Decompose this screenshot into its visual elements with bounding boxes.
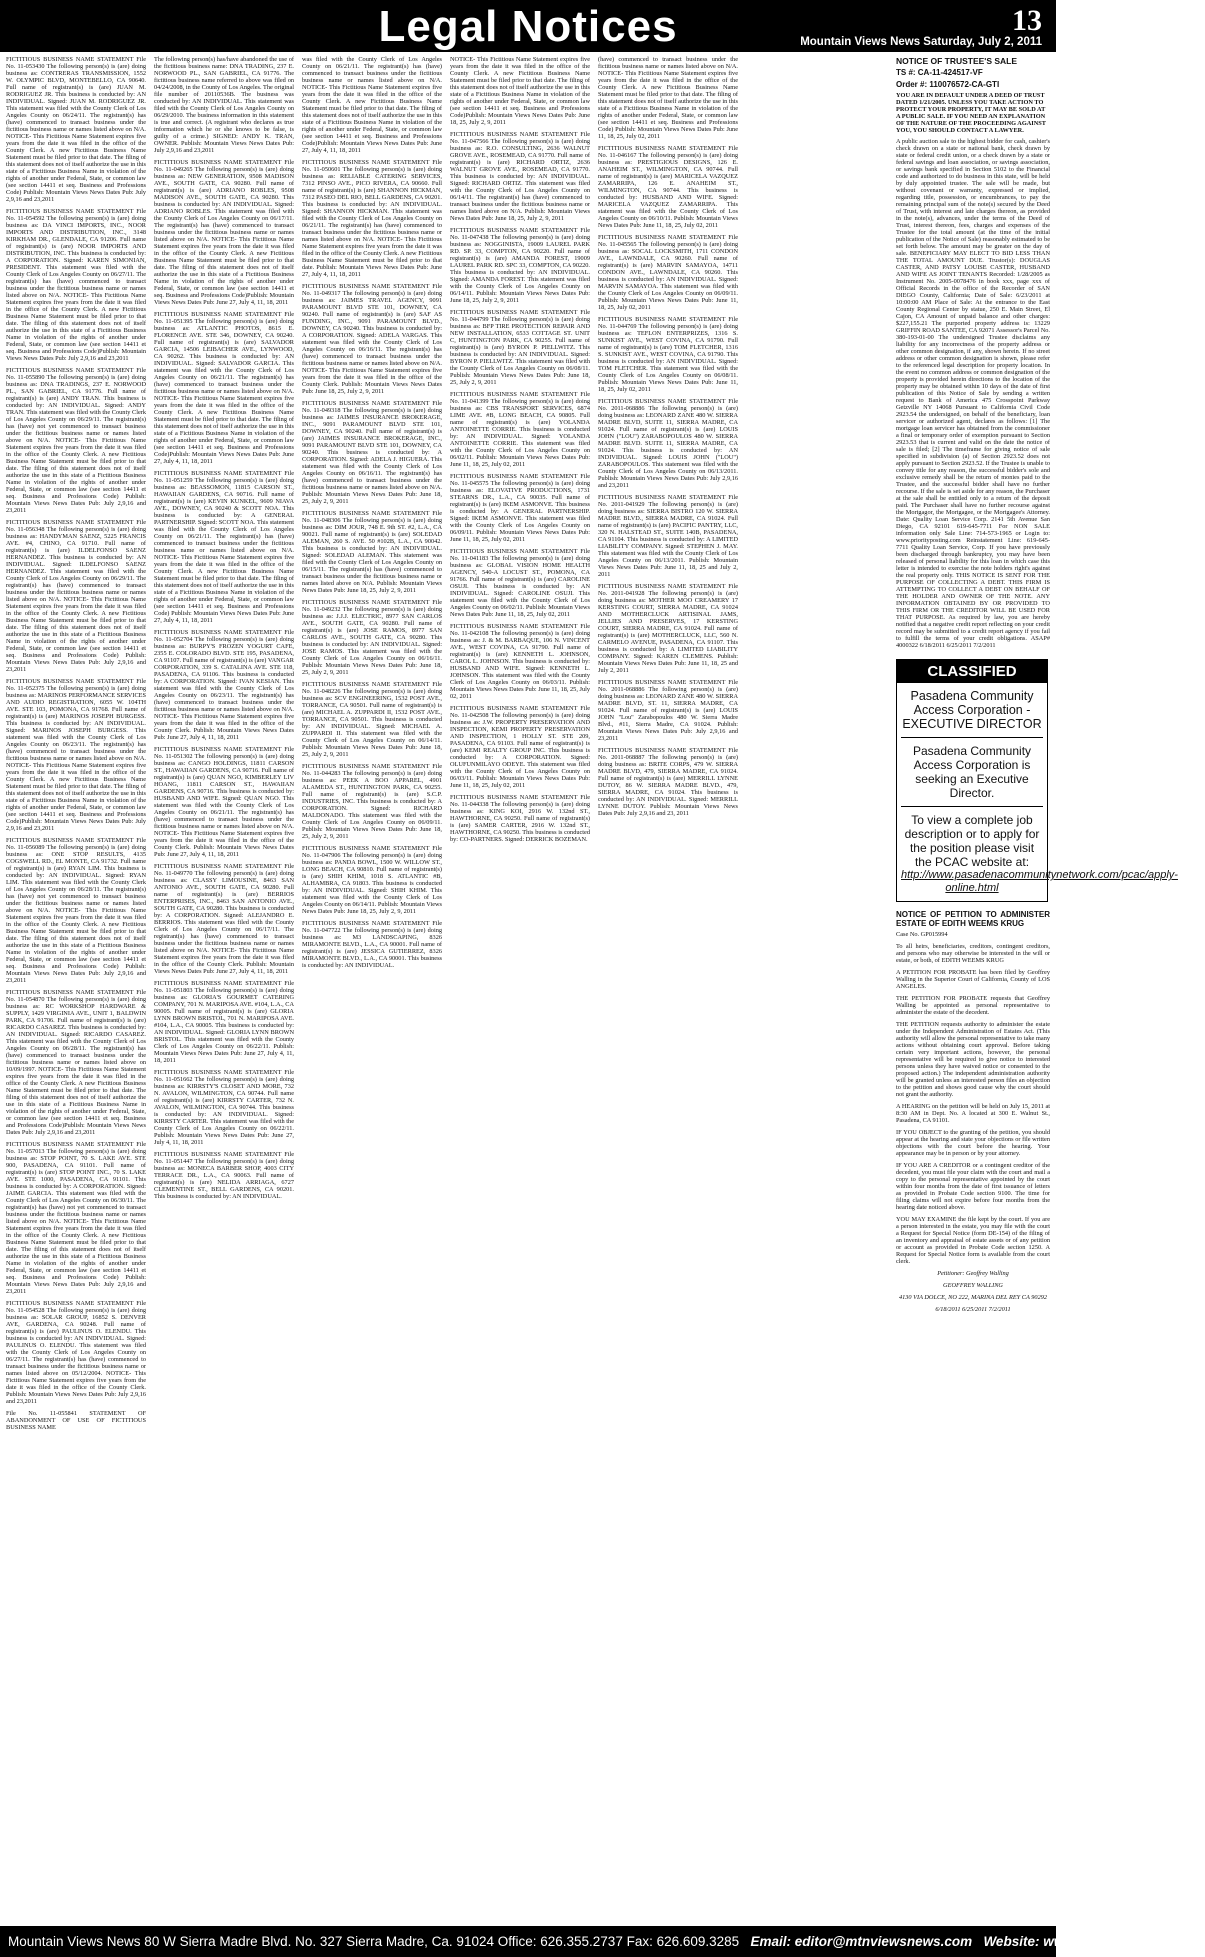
footer-text — [8, 1934, 1205, 1949]
legal-notice: FICTITIOUS BUSINESS NAME STATEMENT File No. 11-047566 The following person(s) is (are) doing business as: R.O. CONSULTING, 2636 WALNUT GROVE AVE., ROSEMEAD, CA 91770. Full name of registrant(s) is (are) RICHARD ORTIZ, 2636 WALNUT GROVE AVE., ROSEMEAD, CA 91770. This business is conducted by: AN INDIVIDUAL. Signed: RICHARD ORTIZ. This statement was filed with the County Clerk of Los Angeles County on 06/14/11. The registrant(s) has (have) commenced to transact business under the fictitious business name or names listed above on N/A. Publish: Mountain Views News Dates Pub: June 18, 25, July 2, 9, 2011 — [450, 131, 590, 222]
petition-dates: 6/18/2011 6/25/2011 7/2/2011 — [935, 1306, 1011, 1313]
column-1 — [6, 56, 146, 1926]
trustee-order-number: Order #: 110076572-CA-GTI — [896, 80, 1000, 89]
legal-notice: File No. 11-055841 STATEMENT OF ABANDONMENT OF USE OF FICTITIOUS BUSINESS NAME — [6, 1410, 146, 1431]
legal-notice: FICTITIOUS BUSINESS NAME STATEMENT File No. 11-052375 The following person(s) is (are) doing business as: MARINOS PERFORMANCE SERVICES AND AUDIO REGISTRATION, 6055 W. 104TH AVE. STE 103, POMONA, CA 91768. Full name of registrant(s) is (are) MARINOS JOSEPH BURGESS. This business is conducted by: AN INDIVIDUAL. Signed: MARINOS JOSEPH BURGESS. This statement was filed with the County Clerk of Los Angeles County on 06/23/11. The registrant(s) has (have) commenced to transact business under the fictitious business name or names listed above on N/A. NOTICE- This Fictitious Name Statement expires five years from the date it was filed in the office of the County Clerk. A new Fictitious Business Name Statement must be filed prior to that date. The filing of this statement does not of itself authorize the use in this state of a Fictitious Business Name in violation of the rights of another under Federal, State, or common law (see section 14411 et seq. Business and Professions Code)Publish: Mountain Views News Dates Pub: July 2,9,16 and 23,2011 — [6, 678, 146, 832]
classified-divider — [901, 737, 1043, 738]
petition-paragraph: To all heirs, beneficiaries, creditors, contingent creditors, and persons who may otherwise be interested in the will or estate, or both, of EDITH WEEMS KRUG — [896, 943, 1050, 964]
legal-notice: FICTITIOUS BUSINESS NAME STATEMENT File No. 11-049317 The following person(s) is (are) doing business as: JAIMES TRAVEL AGENCY, 9091 PARAMOUNT BLVD STE 101, DOWNEY, CA 90240. Full name of registrant(s) is (are) SAF AS FUNDING, INC., 9091 PARAMOUNT BLVD., DOWNEY, CA 90240. This business is conducted by: A CORPORATION. Signed: ADELA VARGAS. This statement was filed with the County Clerk of Los Angeles County on 06/16/11. The registrant(s) has (have) commenced to transact business under the fictitious business name or names listed above on N/A. NOTICE- This Fictitious Name Statement expires five years from the date it was filed in the office of the County Clerk. Publish: Mountain Views News Dates Pub: June 18, 25, July 2, 9, 2011 — [302, 283, 442, 395]
legal-notice: FICTITIOUS BUSINESS NAME STATEMENT File No. 11-045565 The following person(s) is (are) doing business as: SOCAL LOCKSMITH, 1711 CONDON AVE., LAWNDALE, CA 90260. Full name of registrant(s) is (are) MARVIN SAMAYOA, 14711 CONDON AVE., LAWNDALE, CA 90260. This business is conducted by: AN INDIVIDUAL. Signed: MARVIN SAMAYOA. This statement was filed with the County Clerk of Los Angeles County on 06/09/11. Publish: Mountain Views News Dates Pub: June 11, 18, 25, July 02, 2011 — [598, 234, 738, 311]
legal-notice: FICTITIOUS BUSINESS NAME STATEMENT File No. 11-057013 The following person(s) is (are) doing business as: STOP POINT, 70 S. LAKE AVE. STE 900, PASADENA, CA 91101. Full name of registrant(s) is (are) STOP POINT INC., 70 S. LAKE AVE. STE 1000, PASADENA, CA 91101. This business is conducted by: A CORPORATION. Signed: JAIME GARCIA. This statement was filed with the County Clerk of Los Angeles County on 06/30/11. The registrant(s) has (have) not yet commenced to transact business under the fictitious business name or names listed above on N/A. NOTICE- This Fictitious Name Statement expires five years from the date it was filed in the office of the County Clerk. A new Fictitious Business Name Statement must be filed prior to that date. The filing of this statement does not of itself authorize the use in this state of a Fictitious Business Name in violation of the rights of another under Federal, State, or common law (see section 14411 et seq. Business and Professions Code) Publish: Mountain Views News Dates Pub: July 2,9,16 and 23,2011 — [6, 1141, 146, 1295]
legal-notice: FICTITIOUS BUSINESS NAME STATEMENT File No. 11-053430 The following person(s) is (are) doing business as: CONTRERAS TRANSMISSION, 1552 W. OLYMPIC BLVD, MONTEBELLO, CA 90640. Full name of registrant(s) is (are) JUAN M. RODRIGUEZ JR. This business is conducted by: AN INDIVIDUAL. Signed: JUAN M. RODRIGUEZ JR. This statement was filed with the County Clerk of Los Angeles County on 06/24/11. The registrant(s) has (have) commenced to transact business under the fictitious business name or names listed above on N/A. NOTICE- This Fictitious Name Statement expires five years from the date it was filed in the office of the County Clerk. A new Fictitious Business Name Statement must be filed prior to that date. The filing of this statement does not of itself authorize the use in this state of a Fictitious Business Name in violation of the rights of another under Federal, State, or common law (see section 14411 et seq. Business and Professions Code) Publish: Mountain Views News Dates Pub: July 2,9,16 and 23,2011 — [6, 56, 146, 203]
legal-notice: FICTITIOUS BUSINESS NAME STATEMENT File No. 11-047906 The following person(s) is (are) doing business as: PANDA BOWL, 1500 W. WILLOW ST., LONG BEACH, CA 90810. Full name of registrant(s) is (are) SHIH KHIM, 1018 S. ATLANTIC #B, ALHAMBRA, CA 91803. This business is conducted by: AN INDIVIDUAL. Signed: SHIH KHIM. This statement was filed with the County Clerk of Los Angeles County on 06/14/11. Publish: Mountain Views News Dates Pub: June 18, 25, July 2, 9, 2011 — [302, 845, 442, 915]
legal-notice: FICTITIOUS BUSINESS NAME STATEMENT File No. 11-044283 The following person(s) is (are) doing business as: PEEK A BOO APPAREL, 4901 ALAMEDA ST., HUNTINGTON PARK, CA 90255. Full name of registrant(s) is (are) S.C.P. INDUSTRIES, INC. This business is conducted by: A CORPORATION. Signed: RICHARD MALDONADO. This statement was filed with the County Clerk of Los Angeles County on 06/09/11. Publish: Mountain Views News Dates Pub: June 18, 25, July 2, 9, 2011 — [302, 763, 442, 840]
trustee-body: A public auction sale to the highest bidder for cash, cashier's check drawn on a state or national bank, check drawn by state or federal credit union, or a check drawn by a state or federal savings and loan association, or savings association, or savings bank specified in Section 5102 to the Financial code and authorized to do business in this state, will be held by duly appointed trustee. The sale will be made, but without covenant or warranty, expressed or implied, regarding title, possession, or encumbrances, to pay the remaining principal sum of the note(s) secured by the Deed of Trust, with interest and late charges thereon, as provided in the note(s), advances, under the terms of the Deed of Trust, interest thereon, fees, charges and expenses of the Trustee for the total amount (at the time of the initial publication of the Notice of Sale) reasonably estimated to be set forth below. The amount may be greater on the day of sale. BENEFICIARY MAY ELECT TO BID LESS THAN THE TOTAL AMOUNT DUE. Trustor(s): DOUGLAS CASTER, AND PATSY LOUISE CASTER, HUSBAND AND WIFE AS JOINT TENANTS Recorded: 1/28/2005 as Instrument No. 2005-0078476 in book xxx, page xxx of Official Records in the office of the Recorder of SAN DIEGO County, California; Date of Sale: 6/23/2011 at 10:00:00 AM Place of Sale: At the entrance to the East County Regional Center by statue, 250 E. Main Street, El Cajon, CA Amount of unpaid balance and other charges: $227,155.21 The purported property address is: 13229 GRIFFIN ROAD SANTEE, CA 92071 Assessor's Parcel No. 380-193-01-00 The undersigned Trustee disclaims any liability for any incorrectness of the property address or other common designation, if any, shown herein. If no street address or other common designation is shown, please refer to the referenced legal description for property location. In the event no common address or common designation of the property is provided herein directions to the location of the property may be obtained within 10 days of the date of first publication of this Notice of Sale by sending a written request to Bank of America 475 Crosspoint Parkway Getzville NY 14068 Pursuant to California Civil Code 2923.54 the undersigned, on behalf of the beneficiary, loan servicer or authorized agent, declares as follows: [1] The mortgage loan servicer has obtained from the commissioner a final or temporary order of exemption pursuant to Section 2923.53 that is current and valid on the date the notice of sale is filed; [2] The timeframe for giving notice of sale specified in subdivision (a) of Section 2923.52 does not apply pursuant to Section 2923.52. If the Trustee is unable to convey title for any reason, the successful bidder's sole and exclusive remedy shall be the return of monies paid to the Trustee, and the successful bidder shall have no further recourse. If the sale is set aside for any reason, the Purchaser at the sale shall be entitled only to a return of the deposit paid. The Purchaser shall have no further recourse against the Mortgagor, the Mortgagee, or the Mortgagee's Attorney. Date: Quality Loan Service Corp. 2141 5th Avenue San Diego, CA 92101 619-645-7711 For NON SALE information only Sale Line: 714-573-1965 or Login to: www.priorityposting.com Reinstatement Line: 619-645-7711 Quality Loan Service, Corp. If you have previously been discharged through bankruptcy, you may have been released of personal liability for this loan in which case this letter is intended to exercise the note holders right's against the real property only. THIS NOTICE IS SENT FOR THE PURPOSE OF COLLECTING A DEBT. THIS FIRM IS ATTEMPTING TO COLLECT A DEBT ON BEHALF OF THE HOLDER AND OWNER OF THE NOTE. ANY INFORMATION OBTAINED BY OR PROVIDED TO THIS FIRM OR THE CREDITOR WILL BE USED FOR THAT PURPOSE. As required by law, you are hereby notified that a negative credit report reflecting on your credit record may be submitted to a credit report agency if you fail to fulfill the terms of your credit obligations. ASAP# 4000322 6/18/2011 6/25/2011 7/2/2011 — [896, 138, 1050, 649]
trustee-warning: YOU ARE IN DEFAULT UNDER A DEED OF TRUST DATED 1/21/2005. UNLESS YOU TAKE ACTION TO PROTECT YOUR PROPERTY, IT MAY BE SOLD AT A PUBLIC SALE. IF YOU NEED AN EXPLANATION OF THE NATURE OF THE PROCEEDING AGAINST YOU, YOU SHOULD CONTACT A LAWYER. — [896, 92, 1046, 134]
classified-divider — [901, 806, 1043, 807]
petition-paragraph: A PETITION FOR PROBATE has been filed by Geoffrey Walling in the Superior Court of California, County of LOS ANGELES. — [896, 969, 1050, 990]
legal-notice: (have) commenced to transact business under the fictitious business name or names listed above on N/A. NOTICE- This Fictitious Name Statement expires five years from the date it was filed in the office of the County Clerk. A new Fictitious Business Name Statement must be filed prior to that date. The filing of this statement does not of itself authorize the use in this state of a Fictitious Business Name in violation of the rights of another under Federal, State, or common law (see section 14411 et seq. Business and Professions Code) Publish: Mountain Views News Dates Pub: June 11, 18, 25, July 02, 2011 — [598, 56, 738, 140]
classified-ad-text: Pasadena Community Access Corporation is seeking an Executive Director. — [912, 744, 1032, 800]
page-footer — [0, 1926, 1205, 1957]
legal-notice: FICTITIOUS BUSINESS NAME STATEMENT File No. 11-055890 The following person(s) is (are) doing business as: DNA TRADINGS, 237 E. NORWOOD PL., SAN GABRIEL, CA 91776. Full name of registrant(s) is (are) ANDY TRAN. This business is conducted by: AN INDIVIDUAL. Signed: ANDY TRAN. This statement was filed with the County Clerk of Los Angeles County on 06/29/11. The registrant(s) has (have) not yet commenced to transact business under the fictitious business name or names listed above on N/A. NOTICE- This Fictitious Name Statement expires five years from the date it was filed in the office of the County Clerk. A new Fictitious Business Name Statement must be filed prior to that date. The filing of this statement does not of itself authorize the use in this state of a Fictitious Business Name in violation of the rights of another under Federal, State, or common law (see section 14411 et seq. Business and Professions Code) Publish: Mountain Views News Dates Pub: July 2,9,16 and 23,2011 — [6, 367, 146, 514]
legal-notice: FICTITIOUS BUSINESS NAME STATEMENT File No. 2011-068887 The following person(s) is (are) doing business as: BRITE CORPS, 479 W. SIERRA MADRE BLVD, 479, SIERRA MADRE, CA 91024. Full name of registrant(s) is (are) MERRILL LYNNE DUTOY, 86 W. SIERRA MADRE BLVD., 479, SIERRA MADRE, CA 91024. This business is conducted by: AN INDIVIDUAL. Signed: MERRILL LYNNE DUTOY. Publish: Mountain Views News Dates Pub: July 2,9,16 and 23, 2011 — [598, 747, 738, 817]
legal-notice: FICTITIOUS BUSINESS NAME STATEMENT File No. 11-049318 The following person(s) is (are) doing business as: JAIMES INSURANCE BROKERAGE, INC., 9091 PARAMOUNT BLVD STE 101, DOWNEY, CA 90240. Full name of registrant(s) is (are) JAIMES INSURANCE BROKERAGE, INC., 9091 PARAMOUNT BLVD STE 101, DOWNEY, CA 90240. This business is conducted by: A CORPORATION. Signed: ADELA J. HIGUERA. This statement was filed with the County Clerk of Los Angeles County on 06/16/11. The registrant(s) has (have) commenced to transact business under the fictitious business name or names listed above on N/A. Publish: Mountain Views News Dates Pub: June 18, 25, July 2, 9, 2011 — [302, 400, 442, 505]
column-5 — [598, 56, 738, 1926]
legal-notice: FICTITIOUS BUSINESS NAME STATEMENT File No. 11-054870 The following person(s) is (are) doing business as: RC WORKSHOP HARDWARE & SUPPLY, 1429 VIRGINIA AVE., UNIT 1, BALDWIN PARK, CA 91706. Full name of registrant(s) is (are) RICARDO CASAREZ. This business is conducted by: AN INDIVIDUAL. Signed: RICARDO CASAREZ. This statement was filed with the County Clerk of Los Angeles County on 06/28/11. The registrant(s) has (have) commenced to transact business under the fictitious business name or names listed above on 10/09/1997. NOTICE- This Fictitious Name Statement expires five years from the date it was filed in the office of the County Clerk. A new Fictitious Business Name Statement must be filed prior to that date. The filing of this statement does not of itself authorize the use in this state of a Fictitious Business Name in violation of the rights of another under Federal, State, or common law (see section 14411 et seq. Business and Professions Code)Publish: Mountain Views News Dates Pub: July 2,9,16 and 23,2011 — [6, 989, 146, 1136]
column-4 — [450, 56, 590, 1926]
legal-notice: FICTITIOUS BUSINESS NAME STATEMENT File No. 11-050601 The following person(s) is (are) doing business as: RELIABLE CATERING SERVICES, 7312 PINSO AVE., PICO RIVERA, CA 90660. Full name of registrant(s) is (are) SHANNON HICKMAN, 7312 PASEO DEL RIO, BELL GARDENS, CA 90201. This business is conducted by: AN INDIVIDUAL. Signed: SHANNON HICKMAN. This statement was filed with the County Clerk of Los Angeles County on 06/21/11. The registrant(s) has (have) commenced to transact business under the fictitious business name or names listed above on N/A. NOTICE- This Fictitious Name Statement expires five years from the date it was filed in the office of the County Clerk. A new Fictitious Business Name Statement must be filed prior to that date. Publish: Mountain Views News Dates Pub: June 27, July 4, 11, 18, 2011 — [302, 159, 442, 278]
petition-paragraph: A HEARING on the petition will be held on July 15, 2011 at 8:30 AM in Dept. No. A located at 300 E. Walnut St., Pasadena, CA 91101. — [896, 1103, 1050, 1124]
petitioner-name: GEOFFREY WALLING — [943, 1282, 1003, 1289]
legal-notice: FICTITIOUS BUSINESS NAME STATEMENT File No. 11-052704 The following person(s) is (are) doing business as: BURPY'S FROZEN YOGURT CAFE, 2355 E. COLORADO BLVD. STE 195, PASADENA, CA 91107. Full name of registrant(s) is (are) VANGAR CORPORATION, 339 S. CATALINA AVE. STE 118, PASADENA, CA 91106. This business is conducted by: A CORPORATION. Signed: IVAN KESIAN. This statement was filed with the County Clerk of Los Angeles County on 06/23/11. The registrant(s) has (have) commenced to transact business under the fictitious business name or names listed above on N/A. NOTICE- This Fictitious Name Statement expires five years from the date it was filed in the office of the County Clerk. Publish: Mountain Views News Dates Pub: June 27, July 4, 11, 18, 2011 — [154, 629, 294, 741]
legal-notice: was filed with the County Clerk of Los Angeles County on 06/21/11. The registrant(s) has (have) commenced to transact business under the fictitious business name or names listed above on N/A. NOTICE- This Fictitious Name Statement expires five years from the date it was filed in the office of the County Clerk. A new Fictitious Business Name Statement must be filed prior to that date. The filing of this statement does not of itself authorize the use in this state of a Fictitious Business Name in violation of the rights of another under Federal, State, or common law (see section 14411 et seq. Business and Professions Code)Publish: Mountain Views News Dates Pub: June 27, July 4, 11, 18, 2011 — [302, 56, 442, 154]
legal-notice: FICTITIOUS BUSINESS NAME STATEMENT File No. 11-048306 The following person(s) is (are) doing business as: DIM JOUR, 748 E. 9th ST. #2, L.A., CA 90021. Full name of registrant(s) is (are) SOLEDAD ALEMAN, 260 S. AVE. 50 #102B, L.A., CA 90042. This business is conducted by: AN INDIVIDUAL. Signed: SOLEDAD ALEMAN. This statement was filed with the County Clerk of Los Angeles County on 06/15/11. The registrant(s) has (have) commenced to transact business under the fictitious business name or names listed above on N/A. Publish: Mountain Views News Dates Pub: June 18, 25, July 2, 9, 2011 — [302, 510, 442, 594]
page-title: Legal Notices — [378, 2, 678, 51]
classified-ad-instructions: To view a complete job description or to apply for the position please visit the PCAC website at: — [904, 813, 1040, 869]
legal-notice: FICTITIOUS BUSINESS NAME STATEMENT File No. 11-046167 The following person(s) is (are) doing business as: PRESTIGIOUS DESIGNS, 126 E. ANAHEIM ST., WILMINGTON, CA 90744. Full name of registrant(s) is (are) MARICELA VAZQUEZ ZAMARRIPA, 126 E. ANAHEIM ST., WILMINGTON, CA 90744. This business is conducted by: HUSBAND AND WIFE. Signed: MARICELA VAZQUEZ ZAMARRIPA. This statement was filed with the County Clerk of Los Angeles County on 06/10/11. Publish: Mountain Views News Dates Pub: June 11, 18, 25, July 02, 2011 — [598, 145, 738, 229]
legal-notice: FICTITIOUS BUSINESS NAME STATEMENT File No. 11-051395 The following person(s) is (are) doing business as: ATLANTIC PHOTOS, 8615 E. FLORENCE AVE. STE 346, DOWNEY, CA 90240. Full name of registrant(s) is (are) SALVADOR GARCIA, 14506 LEIBACHER AVE., LYNWOOD, CA 90262. This business is conducted by: AN INDIVIDUAL. Signed: SALVADOR GARCIA. This statement was filed with the County Clerk of Los Angeles County on 06/21/11. The registrant(s) has (have) commenced to transact business under the fictitious business name or names listed above on N/A. NOTICE- This Fictitious Name Statement expires five years from the date it was filed in the office of the County Clerk. A new Fictitious Business Name Statement must be filed prior to that date. The filing of this statement does not of itself authorize the use in this state of a Fictitious Business Name in violation of the rights of another under Federal, State, or common law (see section 14411 et seq. Business and Professions Code)Publish: Mountain Views News Dates Pub: June 27, July 4, 11, 18, 2011 — [154, 311, 294, 465]
footer-website[interactable]: Website: www.mtnviewsnews.com — [983, 1934, 1205, 1949]
legal-notice: FICTITIOUS BUSINESS NAME STATEMENT File No. 11-047438 The following person(s) is (are) doing business as: NOGGINISTA, 19009 LAUREL PARK RD. SP. 33, COMPTON, CA 90220. Full name of registrant(s) is (are) AMANDA FOREST, 19009 LAUREL PARK RD. SPC 33, COMPTON, CA 90220. This business is conducted by: AN INDIVIDUAL. Signed: AMANDA FOREST. This statement was filed with the County Clerk of Los Angeles County on 06/14/11. Publish: Mountain Views News Dates Pub: June 18, 25, July 2, 9, 2011 — [450, 227, 590, 304]
legal-notice: FICTITIOUS BUSINESS NAME STATEMENT File No. 11-051662 The following person(s) is (are) doing business as: KIRRSTY'S CLOSET AND MORE, 732 N. AVALON, WILMINGTON, CA 90744. Full name of registrant(s) is (are) KIRRSTY CARTER, 732 N. AVALON, WILMINGTON, CA 90744. This business is conducted by: AN INDIVIDUAL. Signed: KIRRSTY CARTER. This statement was filed with the County Clerk of Los Angeles County on 06/22/11. Publish: Mountain Views News Dates Pub: June 27, July 4, 11, 18, 2011 — [154, 1069, 294, 1146]
petition-notice — [896, 910, 1050, 1313]
petition-paragraph: YOU MAY EXAMINE the file kept by the court. If you are a person interested in the estate, you may file with the court a Request for Special Notice (form DE-154) of the filing of an inventory and appraisal of estate assets or of any petition or account as provided in Probate Code section 1250. A Request for Special Notice form is available from the court clerk. — [896, 1216, 1050, 1265]
column-3 — [302, 56, 442, 1926]
legal-notice: FICTITIOUS BUSINESS NAME STATEMENT File No. 11-047722 The following person(s) is (are) doing business as: M3 LANDSCAPING, 8326 MIRAMONTE BLVD., L.A., CA 90001. Full name of registrant(s) is (are) JESSICA GUTIERREZ, 8326 MIRAMONTE BLVD., L.A., CA 90001. This business is conducted by: AN INDIVIDUAL. — [302, 920, 442, 969]
legal-notice: FICTITIOUS BUSINESS NAME STATEMENT File No. 11-049232 The following person(s) is (are) doing business as: J.J.J. ELECTRIC, 8977 SAN CARLOS AVE., SOUTH GATE, CA 90280. Full name of registrant(s) is (are) JOSE RAMOS, 8977 SAN CARLOS AVE., SOUTH GATE, CA 90280. This business is conducted by: AN INDIVIDUAL. Signed: JOSE RAMOS. This statement was filed with the County Clerk of Los Angeles County on 06/16/11. Publish: Mountain Views News Dates Pub: June 18, 25, July 2, 9, 2011 — [302, 599, 442, 676]
legal-notice: FICTITIOUS BUSINESS NAME STATEMENT File No. 11-048226 The following person(s) is (are) doing business as: SCV ENGINEERING, 1532 POST AVE., TORRANCE, CA 90501. Full name of registrant(s) is (are) MICHAEL A. ZUPPARDI II, 1532 POST AVE., TORRANCE, CA 90501. This business is conducted by: AN INDIVIDUAL. Signed: MICHAEL A. ZUPPARDI II. This statement was filed with the County Clerk of Los Angeles County on 06/14/11. Publish: Mountain Views News Dates Pub: June 18, 25, July 2, 9, 2011 — [302, 681, 442, 758]
legal-notice: FICTITIOUS BUSINESS NAME STATEMENT File No. 2011-041929 The following person(s) is (are) doing business as: SIERRA BISTRO 120 W. SIERRA MADRE BLVD., SIERRA MADRE, CA 91024. Full name of registrant(s) is (are) PACIFIC PANTRY, LLC, 320 N. HALSTEAD ST., SUITE 140B, PASADENA, CA 91104. This business is conducted by: A LIMITED LIABILITY COMPANY. Signed: STEPHEN J. MAY. This statement was filed with the County Clerk of Los Angeles County on 06/13/2011. Publish: Mountain Views News Dates Pub: June 11, 18, 25 and July 2, 2011 — [598, 494, 738, 578]
footer-email[interactable]: Email: editor@mtnviewsnews.com — [750, 1934, 973, 1949]
petition-paragraph: IF YOU ARE A CREDITOR or a contingent creditor of the decedent, you must file your claim with the court and mail a copy to the personal representative appointed by the court within four months from the date of first issuance of letters as provided in Probate Code section 9100. The time for filing claims will not expire before four months from the hearing date noticed above. — [896, 1162, 1050, 1211]
classified-ad-title: Pasadena Community Access Corporation - EXECUTIVE DIRECTOR — [902, 689, 1042, 731]
footer-address: Mountain Views News 80 W Sierra Madre Blvd. No. 327 Sierra Madre, Ca. 91024 Office: 626.355.2737 Fax: 626.609.3285 — [8, 1934, 740, 1949]
column-2 — [154, 56, 294, 1926]
legal-notice: FICTITIOUS BUSINESS NAME STATEMENT File No. 11-044338 The following person(s) is (are) doing business as: KING KOI, 2916 W. 132nd ST., HAWTHORNE, CA 90250. Full name of registrant(s) is (are) SAMER CARTER, 2916 W. 132nd ST., HAWTHORNE, CA 90250. This business is conducted by: CO-PARTNERS. Signed: DERRICK BOZEMAN. — [450, 794, 590, 843]
legal-notice: FICTITIOUS BUSINESS NAME STATEMENT File No. 11-044799 The following person(s) is (are) doing business as: BFP TIRE PROTECTION REPAIR AND NEW INSTALLATION, 6533 COTTAGE ST. UNIT C, HUNTINGTON PARK, CA 90255. Full name of registrant(s) is (are) BYRON P. PIELLWITZ. This business is conducted by: AN INDIVIDUAL. Signed: BYRON P. PIELLWITZ. This statement was filed with the County Clerk of Los Angeles County on 06/08/11. Publish: Mountain Views News Dates Pub: June 18, 25, July 2, 9, 2011 — [450, 309, 590, 386]
legal-notice: FICTITIOUS BUSINESS NAME STATEMENT File No. 11-056348 The following person(s) is (are) doing business as: HANDYMAN SAENZ, 5225 FRANCIS AVE. #4, CHINO, CA 91710. Full name of registrant(s) is (are) ILDELFONSO SAENZ HERNANDEZ. This business is conducted by: AN INDIVIDUAL. Signed: ILDELFONSO SAENZ HERNANDEZ. This statement was filed with the County Clerk of Los Angeles County on 06/29/11. The registrant(s) has (have) commenced to transact business under the fictitious business name or names listed above on N/A. NOTICE- This Fictitious Name Statement expires five years from the date it was filed in the office of the County Clerk. A new Fictitious Business Name Statement must be filed prior to that date. The filing of this statement does not of itself authorize the use in this state of a Fictitious Business Name in violation of the rights of another under Federal, State, or common law (see section 14411 et seq. Business and Professions Code) Publish: Mountain Views News Dates Pub: July 2,9,16 and 23,2011 — [6, 519, 146, 673]
petition-paragraph: THE PETITION FOR PROBATE requests that Geoffrey Walling be appointed as personal representative to administer the estate of the decedent. — [896, 995, 1050, 1016]
legal-notice: FICTITIOUS BUSINESS NAME STATEMENT File No. 11-054528 The following person(s) is (are) doing business as: SOLAR GROUP, 16852 S. DENVER AVE, GARDENA, CA 90248. Full name of registrant(s) is (are) PAULINUS O. ELENDU. This business is conducted by: AN INDIVIDUAL. Signed: PAULINUS O. ELENDU. This statement was filed with the County Clerk of Los Angeles County on 06/27/11. The registrant(s) has (have) commenced to transact business under the fictitious business name or names listed above on 05/12/2004. NOTICE- This Fictitious Name Statement expires five years from the date it was filed in the office of the County Clerk. Publish: Mountain Views News Dates Pub: July 2,9,16 and 23,2011 — [6, 1300, 146, 1405]
petition-title: NOTICE OF PETITION TO ADMINISTER ESTATE OF EDITH WEEMS KRUG — [896, 910, 1050, 928]
legal-notice: FICTITIOUS BUSINESS NAME STATEMENT File No. 11-042508 The following person(s) is (are) doing business as: J.W. PROPERTY PRESERVATION AND INSPECTION, KEMI PROPERTY PRESERVATION AND INSPECTION, 1 HOLLY ST. STE 209, PASADENA, CA 91103. Full name of registrant(s) is (are) KEMI REALTY GROUP INC. This business is conducted by: A CORPORATION. Signed: OLUFUNMILAYO ODEYE. This statement was filed with the County Clerk of Los Angeles County on 06/03/11. Publish: Mountain Views News Dates Pub: June 11, 18, 25, July 02, 2011 — [450, 705, 590, 789]
trustee-title: NOTICE OF TRUSTEE'S SALE — [896, 56, 1018, 66]
legal-notice: NOTICE- This Fictitious Name Statement expires five years from the date it was filed in the office of the County Clerk. A new Fictitious Business Name Statement must be filed prior to that date. The filing of this statement does not of itself authorize the use in this state of a Fictitious Business Name in violation of the rights of another under Federal, State, or common law (see section 14411 et seq. Business and Professions Code)Publish: Mountain Views News Dates Pub: June 18, 25, July 2, 9, 2011 — [450, 56, 590, 126]
classified-ad — [896, 659, 1178, 902]
petition-case-no: Case No. GP015994 — [896, 931, 948, 938]
legal-notice: FICTITIOUS BUSINESS NAME STATEMENT File No. 11-049770 The following person(s) is (are) doing business as: CLASSY LIMOUSINE, 8463 SAN ANTONIO AVE., SOUTH GATE, CA 90280. Full name of registrant(s) is (are) BERRIOS ENTERPRISES, INC., 8463 SAN ANTONIO AVE., SOUTH GATE, CA 90280. This business is conducted by: A CORPORATION. Signed: ALEJANDRO E. BERRIOS. This statement was filed with the County Clerk of Los Angeles County on 06/17/11. The registrant(s) has (have) commenced to transact business under the fictitious business name or names listed above on N/A. NOTICE- This Fictitious Name Statement expires five years from the date it was filed in the office of the County Clerk. Publish: Mountain Views News Dates Pub: June 27, July 4, 11, 18, 2011 — [154, 863, 294, 975]
right-column — [896, 56, 1178, 1926]
legal-notice: FICTITIOUS BUSINESS NAME STATEMENT File No. 11-042108 The following person(s) is (are) doing business as: J. & M. BARBAQUE, 106 N. VINCENT AVE., WEST COVINA, CA 91790. Full name of registrant(s) is (are) KENNETH L. JOHNSON, CAROL L. JOHNSON. This business is conducted by: HUSBAND AND WIFE. Signed: KENNETH L. JOHNSON. This statement was filed with the County Clerk of Los Angeles County on 06/03/11. Publish: Mountain Views News Dates Pub: June 11, 18, 25, July 02, 2011 — [450, 623, 590, 700]
petition-paragraph: IF YOU OBJECT to the granting of the petition, you should appear at the hearing and state your objections or file written objections with the court before the hearing. Your appearance may be in person or by your attorney. — [896, 1129, 1050, 1157]
legal-notice: FICTITIOUS BUSINESS NAME STATEMENT File No. 2011-041928 The following person(s) is (are) doing business as: MOTHER MOO CREAMERY 17 KERSTING COURT, SIERRA MADRE, CA 91024 AND MOTHERCLUCK ARTISINAL JAMS, JELLIES AND PRESERVES, 17 KERSTING COURT, SIERRA MADRE, CA 91024. Full name of registrant(s) is (are) MOTHERCLUCK, LLC, 560 N. CARMELO AVENUE, PASADENA, CA 91107. This business is conducted by: A LIMITED LIABILITY COMPANY. Signed: KAREN CLEMENS. Publish: Mountain Views News Dates Pub: June 11, 18, 25 and July 2, 2011 — [598, 583, 738, 674]
trustee-ts-number: TS #: CA-11-424517-VF — [896, 68, 983, 77]
legal-notice: FICTITIOUS BUSINESS NAME STATEMENT File No. 2011-068886 The following person(s) is (are) doing business as: LEONARD ZANE 480 W. SIERRA MADRE BLVD, SUITE 11, SIERRA MADRE, CA 91024. Full name of registrant(s) is (are) LOUIS JOHN ("LOU") ZARABOPOULOS 480 W. SIERRA MADRE BLVD. SUITE 11, SIERRA MADRE, CA 91024. This business is conducted by: AN INDIVIDUAL. Signed: LOUIS JOHN ("LOU") ZARABOPOULOS. This statement was filed with the County Clerk of Los Angeles County on 06/13/2011. Publish: Mountain Views News Dates Pub: July 2,9,16 and 23,2011 — [598, 398, 738, 489]
trustee-sale-notice — [896, 56, 1050, 649]
legal-notice: FICTITIOUS BUSINESS NAME STATEMENT File No. 11-049265 The following person(s) is (are) doing business as: NEW GENERATION, 9508 MADISON AVE., SOUTH GATE, CA 90280. Full name of registrant(s) is (are) ADRIANO ROBLES, 9508 MADISON AVE., SOUTH GATE, CA 90280. This business is conducted by: AN INDIVIDUAL. Signed: ADRIANO ROBLES. This statement was filed with the County Clerk of Los Angeles County on 06/17/11. The registrant(s) has (have) commenced to transact business under the fictitious business name or names listed above on N/A. NOTICE- This Fictitious Name Statement expires five years from the date it was filed in the office of the County Clerk. A new Fictitious Business Name Statement must be filed prior to that date. The filing of this statement does not of itself authorize the use in this state of a Fictitious Business Name in violation of the rights of another under Federal, State, or common law (see section 14411 et seq. Business and Professions Code)Publish: Mountain Views News Dates Pub: June 27, July 4, 11, 18, 2011 — [154, 159, 294, 306]
legal-notice: FICTITIOUS BUSINESS NAME STATEMENT File No. 11-044769 The following person(s) is (are) doing business as: TEFLON ENTERPRIZES, 1316 S. SUNKIST AVE., WEST COVINA, CA 91790. Full name of registrant(s) is (are) TOM FLETCHER, 1316 S. SUNKIST AVE., WEST COVINA, CA 91790. This business is conducted by: AN INDIVIDUAL. Signed: TOM FLETCHER. This statement was filed with the County Clerk of Los Angeles County on 06/08/11. Publish: Mountain Views News Dates Pub: June 11, 18, 25, July 02, 2011 — [598, 316, 738, 393]
legal-notice: The following person(s) has/have abandoned the use of the fictitious business name: DNA TRADING, 237 E. NORWOOD PL., SAN GABRIEL, CA 91776. The fictitious business name referred to above was filed on 04/24/2008, in the County of Los Angeles. The original file number of 20110536B. The business was conducted by: AN INDIVIDUAL. This statement was filed with the County Clerk of Los Angeles County on 06/29/2010. The business information in this statement is true and correct. (A registrant who declares as true information which he or she knows to be false, is guilty of a crime.) SIGNED: ANDY K. TRAN, OWNER. Publish: Mountain Views News Dates Pub: July 2,9,16 and 23,2011 — [154, 56, 294, 154]
legal-notice: FICTITIOUS BUSINESS NAME STATEMENT File No. 11-051302 The following person(s) is (are) doing business as: CANGO HOLDINGS, 11811 CARSON ST., HAWAIIAN GARDENS, CA 90716. Full name of registrant(s) is (are) QUAN NGO, KIMBERLEY LIV HOANG, 11811 CARSON ST., HAWAIIAN GARDENS, CA 90716. This business is conducted by: HUSBAND AND WIFE. Signed: QUAN NGO. This statement was filed with the County Clerk of Los Angeles County on 06/21/11. The registrant(s) has (have) commenced to transact business under the fictitious business name or names listed above on N/A. NOTICE- This Fictitious Name Statement expires five years from the date it was filed in the office of the County Clerk. Publish: Mountain Views News Dates Pub: June 27, July 4, 11, 18, 2011 — [154, 746, 294, 858]
legal-notice: FICTITIOUS BUSINESS NAME STATEMENT File No. 11-051259 The following person(s) is (are) doing business as: BEASSOMON, 11815 CARSON ST., HAWAIIAN GARDENS, CA 90716. Full name of registrant(s) is (are) KEVIN KUNKEL, 9609 NIAVA AVE., DOWNEY, CA 90240 & SCOTT NOA. This business is conducted by: A GENERAL PARTNERSHIP. Signed: SCOTT NOA. This statement was filed with the County Clerk of Los Angeles County on 06/21/11. The registrant(s) has (have) commenced to transact business under the fictitious business name or names listed above on N/A. NOTICE- This Fictitious Name Statement expires five years from the date it was filed in the office of the County Clerk. A new Fictitious Business Name Statement must be filed prior to that date. The filing of this statement does not of itself authorize the use in this state of a Fictitious Business Name in violation of the rights of another under Federal, State, or common law (see section 14411 et seq. Business and Professions Code) Publish: Mountain Views News Dates Pub: June 27, July 4, 11, 18, 2011 — [154, 470, 294, 624]
legal-notice: FICTITIOUS BUSINESS NAME STATEMENT File No. 11-051447 The following person(s) is (are) doing business as: MONECA BARBER SHOP, 4003 CITY TERRACE DR., L.A., CA 90063. Full name of registrant(s) is (are) NELIDA ARRIAGA, 6727 CLEMENTINE ST., BELL GARDENS, CA 90201. This business is conducted by: AN INDIVIDUAL. — [154, 1151, 294, 1200]
page-number: 13 — [1012, 4, 1042, 37]
legal-notice: FICTITIOUS BUSINESS NAME STATEMENT File No. 11-054592 The following person(s) is (are) doing business as: DA VINCI IMPORTS, INC., NOOR IMPORTS AND DISTRIBUTION, INC., 3148 KIRKHAM DR., GLENDALE, CA 91206. Full name of registrant(s) is (are) NOOR IMPORTS AND DISTRIBUTION, INC. This business is conducted by: A CORPORATION. Signed: KAREN SIMONIAN, PRESIDENT. This statement was filed with the County Clerk of Los Angeles County on 06/27/11. The registrant(s) has (have) commenced to transact business under the fictitious business name or names listed above on N/A. NOTICE- This Fictitious Name Statement expires five years from the date it was filed in the office of the County Clerk. A new Fictitious Business Name Statement must be filed prior to that date. The filing of this statement does not of itself authorize the use in this state of a Fictitious Business Name in violation of the rights of another under Federal, State, or common law (see section 14411 et seq. Business and Professions Code)Publish: Mountain Views News Dates Pub: July 2,9,16 and 23,2011 — [6, 208, 146, 362]
legal-notice: FICTITIOUS BUSINESS NAME STATEMENT File No. 11-056089 The following person(s) is (are) doing business as: ONE STOP RESULTS, 4135 COGSWELL RD., EL MONTE, CA 91732. Full name of registrant(s) is (are) RYAN LIM. This business is conducted by: AN INDIVIDUAL. Signed: RYAN LIM. This statement was filed with the County Clerk of Los Angeles County on 06/28/11. The registrant(s) has (have) not yet commenced to transact business under the fictitious business name or names listed above on N/A. NOTICE- This Fictitious Name Statement expires five years from the date it was filed in the office of the County Clerk. A new Fictitious Business Name Statement must be filed prior to that date. The filing of this statement does not of itself authorize the use in this state of a Fictitious Business Name in violation of the rights of another under Federal, State, or common law (see section 14411 et seq. Business and Professions Code) Publish: Mountain Views News Dates Pub: July 2,9,16 and 23,2011 — [6, 837, 146, 984]
classified-heading: CLASSIFIED — [897, 660, 1047, 683]
paper-date: Mountain Views News Saturday, July 2, 2011 — [800, 36, 1042, 48]
legal-notice: FICTITIOUS BUSINESS NAME STATEMENT File No. 11-041399 The following person(s) is (are) doing business as: CBS TRANSPORT SERVICES, 6874 LIME AVE. #B, LONG BEACH, CA 90805. Full name of registrant(s) is (are) YOLANDA ANTOINETTE CORRIE. This business is conducted by: AN INDIVIDUAL. Signed: YOLANDA ANTOINETTE CORRIE. This statement was filed with the County Clerk of Los Angeles County on 06/02/11. Publish: Mountain Views News Dates Pub: June 11, 18, 25, July 02, 2011 — [450, 391, 590, 468]
classified-ad-link[interactable]: http://www.pasadenacommunitynetwork.com/pcac/apply-online.html — [901, 869, 1178, 894]
legal-notice: FICTITIOUS BUSINESS NAME STATEMENT File No. 2011-068886 The following person(s) is (are) doing business as: LEONARD ZANE 480 W. SIERRA MADRE BLVD, ST. 11, SIERRA MADRE, CA 91024. Full name of registrant(s) is (are) LOUIS JOHN "Lou" Zarabopoulos 480 W. Sierra Madre Blvd., #11, Sierra Madre, CA 91024. Publish: Mountain Views News Dates Pub: July 2,9,16 and 23,2011 — [598, 679, 738, 742]
page-header — [0, 0, 1056, 52]
petition-paragraph: THE PETITION requests authority to administer the estate under the Independent Administration of Estates Act. (This authority will allow the personal representative to take many actions without obtaining court approval. Before taking certain very important actions, however, the personal representative will be required to give notice to interested persons unless they have waived notice or consented to the proposed action.) The independent administration authority will be granted unless an interested person files an objection to the petition and shows good cause why the court should not grant the authority. — [896, 1021, 1050, 1098]
legal-notice: FICTITIOUS BUSINESS NAME STATEMENT File No. 11-045575 The following person(s) is (are) doing business as: ELOVATIVE PRODUCTIONS, 1731 STEARNS DR., L.A., CA 90035. Full name of registrant(s) is (are) IKEM ASMONVE. This business is conducted by: A GENERAL PARTNERSHIP. Signed: IKEM ASMONVE. This statement was filed with the County Clerk of Los Angeles County on 06/09/11. Publish: Mountain Views News Dates Pub: June 11, 18, 25, July 02, 2011 — [450, 473, 590, 543]
legal-notice: FICTITIOUS BUSINESS NAME STATEMENT File No. 11-051803 The following person(s) is (are) doing business as: GLORIA'S GOURMET CATERING COMPANY, 701 N. MARIPOSA AVE. #104, L.A., CA 90005. Full name of registrant(s) is (are) GLORIA LYNN BROWN BRISTOL, 701 N. MARIPOSA AVE. #104, L.A., CA 90005. This business is conducted by: AN INDIVIDUAL. Signed: GLORIA LYNN BROWN BRISTOL. This statement was filed with the County Clerk of Los Angeles County on 06/22/11. Publish: Mountain Views News Dates Pub: June 27, July 4, 11, 18, 2011 — [154, 980, 294, 1064]
petitioner-label: Petitioner: Geoffrey Walling — [937, 1270, 1009, 1277]
petitioner-address: 4130 VIA DOLCE, NO 222, MARINA DEL REY CA 90292 — [898, 1294, 1048, 1301]
notices-area — [6, 56, 1178, 1926]
legal-notice: FICTITIOUS BUSINESS NAME STATEMENT File No. 11-041183 The following person(s) is (are) doing business as: GLOBAL VISION HOME HEALTH AGENCY, 540-A LOCUST ST., POMONA, CA 91766. Full name of registrant(s) is (are) CAROLINE OSUJI. This business is conducted by: AN INDIVIDUAL. Signed: CAROLINE OSUJI. This statement was filed with the County Clerk of Los Angeles County on 06/02/11. Publish: Mountain Views News Dates Pub: June 11, 18, 25, July 02, 2011 — [450, 548, 590, 618]
